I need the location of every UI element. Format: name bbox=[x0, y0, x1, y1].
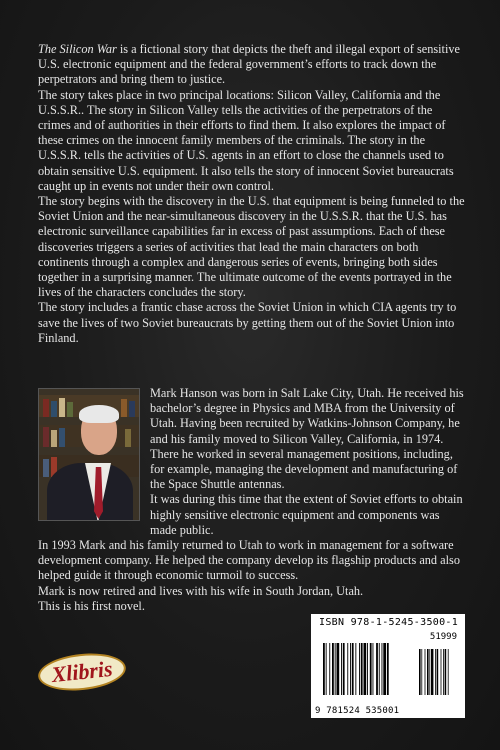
synopsis-paragraph-1 bbox=[38, 42, 466, 88]
barcode-digits: 9 781524 535001 bbox=[315, 706, 400, 716]
book-title: The Silicon War bbox=[38, 42, 117, 56]
author-photo bbox=[38, 388, 140, 521]
synopsis-p1-text: is a fictional story that depicts the theft and illegal export of sensitive U.S. electronic equipment and the federal government’s efforts to track down the perpetrators and bring them to justice. bbox=[38, 42, 460, 87]
publisher-logo-text: Xlibris bbox=[50, 655, 114, 688]
synopsis-paragraph-2: The story takes place in two principal locations: Silicon Valley, California and the U.S.S.R.. The story in Silicon Valley tells the activities of the perpetrators of the crimes and of authorities in their efforts to find them. It also explores the impact of these crimes on the innocent family members of the criminals. The story in the U.S.S.R. tells the activities of U.S. agents in an effort to close the channels used to obtain sensitive U.S. equipment. It also tells the story of innocent Soviet bureaucrats caught up in events not under their own control. bbox=[38, 87, 454, 193]
bio-paragraph-1: Mark Hanson was born in Salt Lake City, Utah. He received his bachelor’s degree in Physics and MBA from the University of Utah. Having been recruited by Watkins-Johnson Company, he and his family moved to Silicon Valley, California, in 1974. There he worked in several management positions, including, for example, managing the development and manufacturing of the Space Shuttle antennas. bbox=[150, 386, 464, 492]
synopsis bbox=[38, 42, 466, 346]
author-bio bbox=[38, 386, 468, 614]
bio-paragraph-5: This is his first novel. bbox=[38, 598, 145, 613]
bio-paragraph-2: It was during this time that the extent of Soviet efforts to obtain highly sensitive electronic equipment and components was made public. bbox=[150, 492, 463, 537]
bio-paragraph-3: In 1993 Mark and his family returned to Utah to work in management for a software development company. He helped the company develop its flagship products and also helped guide it through economic turmoil to success. bbox=[38, 538, 460, 583]
synopsis-paragraph-4: The story includes a frantic chase across the Soviet Union in which CIA agents try to save the lives of two Soviet bureaucrats by getting them out of the Soviet Union into Finland. bbox=[38, 300, 457, 345]
bio-paragraph-4: Mark is now retired and lives with his wife in South Jordan, Utah. bbox=[38, 583, 364, 598]
publisher-logo bbox=[36, 649, 127, 694]
isbn-barcode bbox=[311, 614, 465, 718]
isbn-number: ISBN 978-1-5245-3500-1 bbox=[319, 617, 459, 628]
price-code: 51999 bbox=[429, 632, 457, 642]
synopsis-paragraph-3: The story begins with the discovery in the U.S. that equipment is being funneled to the Soviet Union and the near-simultaneous discovery in the U.S.S.R. that the U.S. has electronic surveillance capabilities far in excess of past assumptions. Each of these discoveries triggers a series of activities that lead the main characters on both continents through a complex and dangerous series of events, bringing both sides together in a surprising manner. The ultimate outcome of the events portrayed in the lives of the characters concludes the story. bbox=[38, 194, 465, 300]
